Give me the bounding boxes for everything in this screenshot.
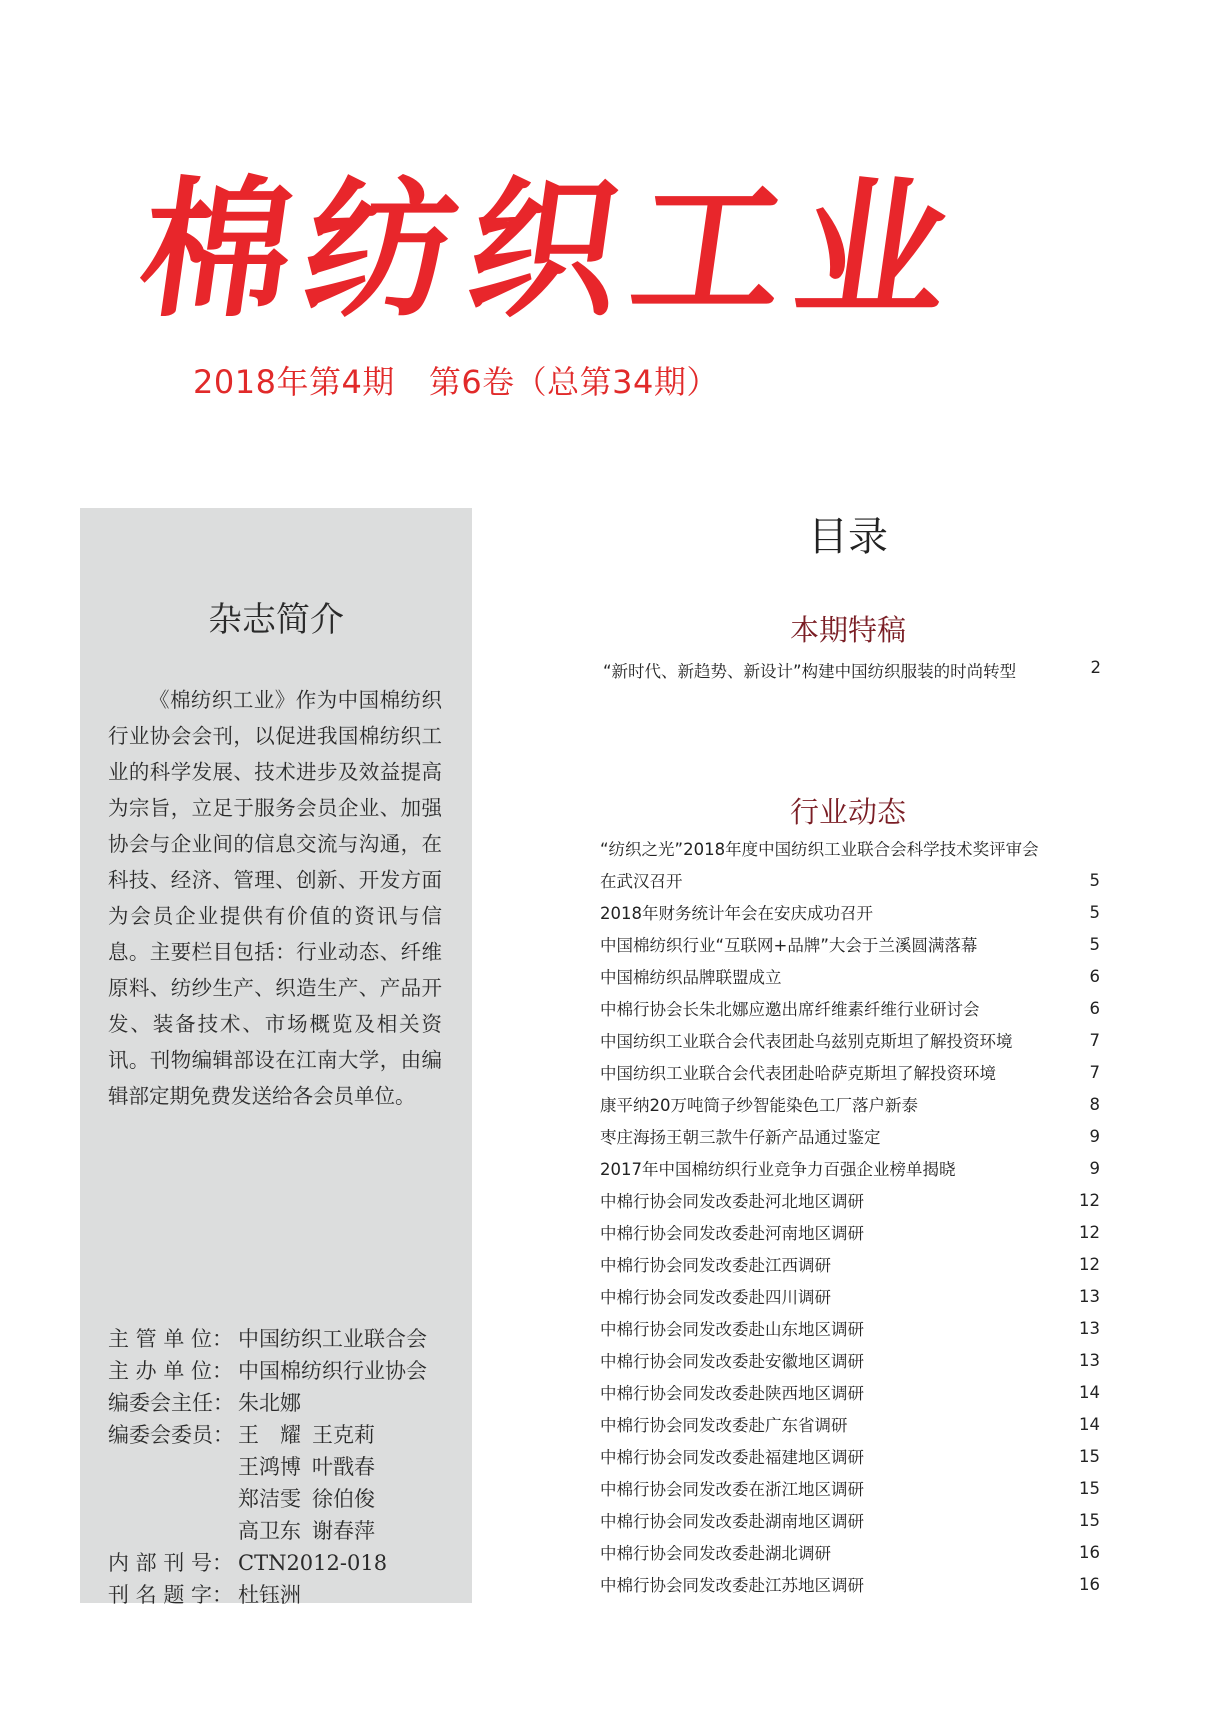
toc-item-page: 8	[1089, 1094, 1100, 1114]
toc-item-page: 16	[1079, 1574, 1100, 1594]
toc-item[interactable]	[600, 1216, 1100, 1248]
toc-item[interactable]	[600, 1504, 1100, 1536]
toc-item-page: 7	[1089, 1062, 1100, 1082]
toc-item-title: 中棉行协会同发改委在浙江地区调研	[600, 1480, 864, 1499]
toc-item-page: 14	[1079, 1382, 1100, 1402]
toc-item-page: 15	[1079, 1510, 1100, 1530]
issue-line	[193, 357, 719, 403]
intro-title: 杂志简介	[208, 600, 344, 640]
toc-item-title: 中棉行协会同发改委赴福建地区调研	[600, 1448, 864, 1467]
toc-item-title: 2018年财务统计年会在安庆成功召开	[600, 904, 873, 923]
intro-body: 《棉纺织工业》作为中国棉纺织行业协会会刊，以促进我国棉纺织工业的科学发展、技术进步及效益提高为宗旨，立足于服务会员企业、加强协会与企业间的信息交流与沟通，在科技、经济、管理、创新、开发方面为会员企业提供有价值的资讯与信息。主要栏目包括：行业动态、纤维原料、纺纱生产、织造生产、产品开发、装备技术、市场概览及相关资讯。刊物编辑部设在江南大学，由编辑部定期免费发送给各会员单位。	[108, 688, 442, 1108]
toc-item[interactable]	[600, 1184, 1100, 1216]
toc-item[interactable]	[600, 1120, 1100, 1152]
supervisor-value: 中国纺织工业联合会	[238, 1327, 427, 1351]
toc-item-page: 9	[1089, 1158, 1100, 1178]
calligraphy-label: 刊 名 题 字：	[108, 1583, 234, 1607]
toc-item-title: 中棉行协会同发改委赴广东省调研	[600, 1416, 848, 1435]
toc-item[interactable]	[600, 1408, 1100, 1440]
internal-no-label: 内 部 刊 号：	[108, 1551, 234, 1575]
member-name: 郑洁雯	[238, 1487, 301, 1511]
toc-item-title: 中棉行协会同发改委赴湖南地区调研	[600, 1512, 864, 1531]
toc-item-title: 在武汉召开	[600, 872, 683, 891]
toc-item-title: “新时代、新趋势、新设计”构建中国纺织服装的时尚转型	[603, 662, 1017, 681]
volume-number: 第6卷（总第34期）	[428, 363, 719, 401]
toc-item-page: 13	[1079, 1286, 1100, 1306]
toc-item[interactable]	[600, 960, 1100, 992]
toc-item-title: 中棉行协会同发改委赴山东地区调研	[600, 1320, 864, 1339]
toc-item-title: 中棉行协会同发改委赴河北地区调研	[600, 1192, 864, 1211]
toc-item-title: 中棉行协会同发改委赴陕西地区调研	[600, 1384, 864, 1403]
toc-item-title: 中棉行协会同发改委赴四川调研	[600, 1288, 831, 1307]
chief-value: 朱北娜	[238, 1391, 301, 1415]
chief-label: 编委会主任：	[108, 1391, 234, 1415]
magazine-masthead: 棉纺织工业	[129, 162, 975, 338]
member-name: 叶戬春	[312, 1455, 375, 1479]
toc-item-title: 中棉行协会长朱北娜应邀出席纤维素纤维行业研讨会	[600, 1000, 980, 1019]
toc-item-page: 6	[1089, 998, 1100, 1018]
toc-item[interactable]	[600, 1536, 1100, 1568]
member-name: 谢春萍	[312, 1519, 375, 1543]
toc-item-title: 康平纳20万吨筒子纱智能染色工厂落户新泰	[600, 1096, 918, 1115]
toc-item-page: 9	[1089, 1126, 1100, 1146]
toc-item[interactable]	[600, 1472, 1100, 1504]
toc-item-title: 中棉行协会同发改委赴河南地区调研	[600, 1224, 864, 1243]
toc-item[interactable]	[600, 1280, 1100, 1312]
member-name: 王克莉	[312, 1423, 375, 1447]
toc-item[interactable]	[600, 992, 1100, 1024]
toc-item-page: 16	[1079, 1542, 1100, 1562]
chief-row	[108, 1387, 458, 1419]
member-name: 王 耀	[238, 1423, 301, 1447]
supervisor-row	[108, 1323, 458, 1355]
toc-item-page: 13	[1079, 1318, 1100, 1338]
toc-item[interactable]	[600, 1440, 1100, 1472]
member-name: 王鸿博	[238, 1455, 301, 1479]
toc-title: 目录	[808, 514, 888, 560]
supervisor-label: 主 管 单 位：	[108, 1327, 234, 1351]
members-list	[238, 1419, 458, 1547]
toc-item[interactable]	[600, 1056, 1100, 1088]
toc-item-title: 中棉行协会同发改委赴湖北调研	[600, 1544, 831, 1563]
toc-item-page: 13	[1079, 1350, 1100, 1370]
toc-item-page: 6	[1089, 966, 1100, 986]
toc-item[interactable]	[600, 1376, 1100, 1408]
toc-item-title: 中国纺织工业联合会代表团赴乌兹别克斯坦了解投资环境	[600, 1032, 1013, 1051]
sponsor-value: 中国棉纺织行业协会	[238, 1359, 427, 1383]
toc-item-title: 中国纺织工业联合会代表团赴哈萨克斯坦了解投资环境	[600, 1064, 996, 1083]
toc-item-page: 5	[1089, 902, 1100, 922]
toc-item-title: “纺织之光”2018年度中国纺织工业联合会科学技术奖评审会	[600, 840, 1039, 859]
toc-item-title: 2017年中国棉纺织行业竞争力百强企业榜单揭晓	[600, 1160, 956, 1179]
internal-no-value: CTN2012-018	[238, 1551, 388, 1575]
toc-news-list	[600, 832, 1100, 1600]
toc-featured-item[interactable]	[603, 658, 1101, 682]
featured-heading: 本期特稿	[789, 613, 906, 647]
toc-item[interactable]	[600, 1088, 1100, 1120]
toc-item-page: 12	[1079, 1190, 1100, 1210]
toc-item[interactable]	[600, 864, 1100, 896]
toc-item-page: 15	[1079, 1446, 1100, 1466]
calligraphy-row	[108, 1579, 458, 1611]
toc-item-title: 中棉行协会同发改委赴江西调研	[600, 1256, 831, 1275]
sponsor-row	[108, 1355, 458, 1387]
sponsor-label: 主 办 单 位：	[108, 1359, 234, 1383]
toc-item-page: 15	[1079, 1478, 1100, 1498]
toc-item[interactable]	[600, 1312, 1100, 1344]
toc-item-page: 5	[1089, 934, 1100, 954]
toc-item-title: 中国棉纺织行业“互联网+品牌”大会于兰溪圆满落幕	[600, 936, 978, 955]
toc-item-page: 12	[1079, 1222, 1100, 1242]
members-row	[108, 1419, 458, 1547]
toc-item[interactable]	[600, 928, 1100, 960]
magazine-intro-panel	[80, 508, 472, 1607]
toc-item[interactable]	[600, 1344, 1100, 1376]
internal-no-row	[108, 1547, 458, 1579]
toc-item[interactable]	[600, 1152, 1100, 1184]
toc-item[interactable]	[600, 1568, 1100, 1600]
toc-item[interactable]	[600, 1248, 1100, 1280]
toc-item[interactable]	[600, 1024, 1100, 1056]
toc-item-page: 12	[1079, 1254, 1100, 1274]
member-name: 高卫东	[238, 1519, 301, 1543]
toc-item-page: 2	[1090, 658, 1101, 677]
toc-item-page: 5	[1089, 870, 1100, 890]
toc-item-page: 7	[1089, 1030, 1100, 1050]
editorial-info	[108, 1323, 458, 1611]
toc-item-title: 中棉行协会同发改委赴安徽地区调研	[600, 1352, 864, 1371]
member-name: 徐伯俊	[312, 1487, 375, 1511]
news-heading: 行业动态	[789, 795, 906, 829]
toc-item[interactable]	[600, 896, 1100, 928]
issue-number: 2018年第4期	[193, 363, 395, 401]
members-label: 编委会委员：	[108, 1423, 234, 1447]
toc-item-page: 14	[1079, 1414, 1100, 1434]
toc-item[interactable]	[600, 832, 1100, 864]
toc-item-title: 枣庄海扬王朝三款牛仔新产品通过鉴定	[600, 1128, 881, 1147]
toc-item-title: 中国棉纺织品牌联盟成立	[600, 968, 782, 987]
calligraphy-value: 杜钰洲	[238, 1583, 301, 1607]
toc-item-title: 中棉行协会同发改委赴江苏地区调研	[600, 1576, 864, 1595]
